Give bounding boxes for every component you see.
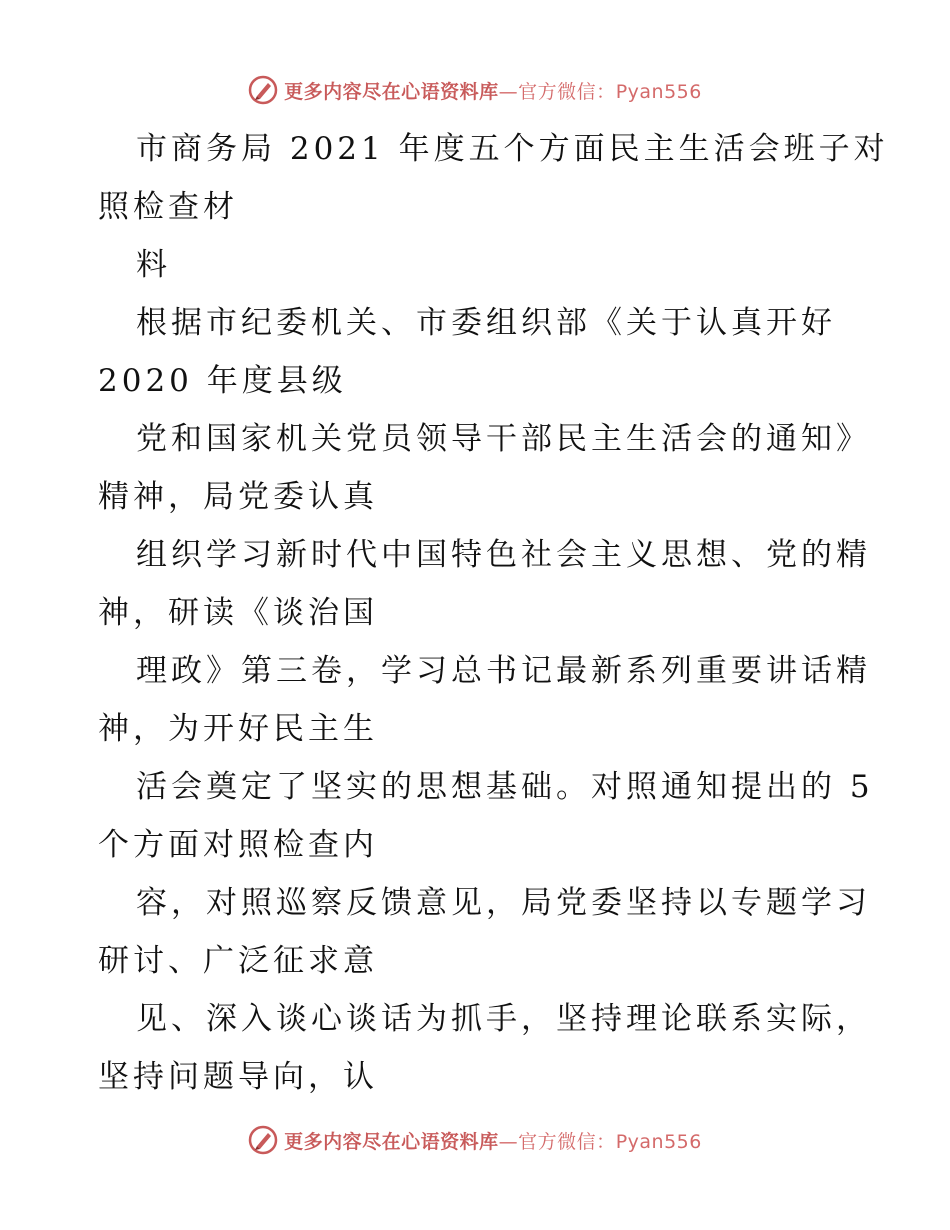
- banner-text: [284, 1127, 702, 1154]
- banner-wechat-label: —官方微信：: [498, 80, 616, 103]
- paragraph-line: 理政》第三卷，学习总书记最新系列重要讲话精: [136, 653, 871, 689]
- banner-text: [284, 77, 702, 104]
- title-line-1: 市商务局 2021 年度五个方面民主生活会班子对: [136, 131, 889, 167]
- title-line-3: 料: [136, 247, 171, 283]
- banner-title: 更多内容尽在心语资料库: [284, 80, 499, 103]
- paragraph-line: 研讨、广泛征求意: [98, 943, 378, 979]
- document-body: [98, 120, 889, 1106]
- paragraph-line: 见、深入谈心谈话为抓手，坚持理论联系实际，: [136, 1001, 871, 1037]
- paragraph-line: 精神，局党委认真: [98, 479, 378, 515]
- banner-title: 更多内容尽在心语资料库: [284, 1130, 499, 1153]
- footer-banner: [0, 1120, 950, 1160]
- paragraph-line: 个方面对照检查内: [98, 827, 378, 863]
- paragraph-line: 组织学习新时代中国特色社会主义思想、党的精: [136, 537, 871, 573]
- paragraph-line: 2020 年度县级: [98, 363, 347, 399]
- banner-wechat-label: —官方微信：: [498, 1130, 616, 1153]
- title-line-2: 照检查材: [98, 189, 238, 225]
- paragraph-line: 坚持问题导向，认: [98, 1059, 378, 1095]
- paragraph-line: 活会奠定了坚实的思想基础。对照通知提出的 5: [136, 769, 874, 805]
- pen-logo-icon: [248, 75, 278, 105]
- pen-logo-icon: [248, 1125, 278, 1155]
- paragraph-line: 神，研读《谈治国: [98, 595, 378, 631]
- banner-wechat-id: Pyan556: [615, 1130, 702, 1153]
- paragraph-line: 党和国家机关党员领导干部民主生活会的通知》: [136, 421, 871, 457]
- header-banner: [0, 70, 950, 110]
- paragraph-line: 神，为开好民主生: [98, 711, 378, 747]
- paragraph-line: 根据市纪委机关、市委组织部《关于认真开好: [136, 305, 836, 341]
- paragraph-line: 容，对照巡察反馈意见，局党委坚持以专题学习: [136, 885, 871, 921]
- banner-wechat-id: Pyan556: [615, 80, 702, 103]
